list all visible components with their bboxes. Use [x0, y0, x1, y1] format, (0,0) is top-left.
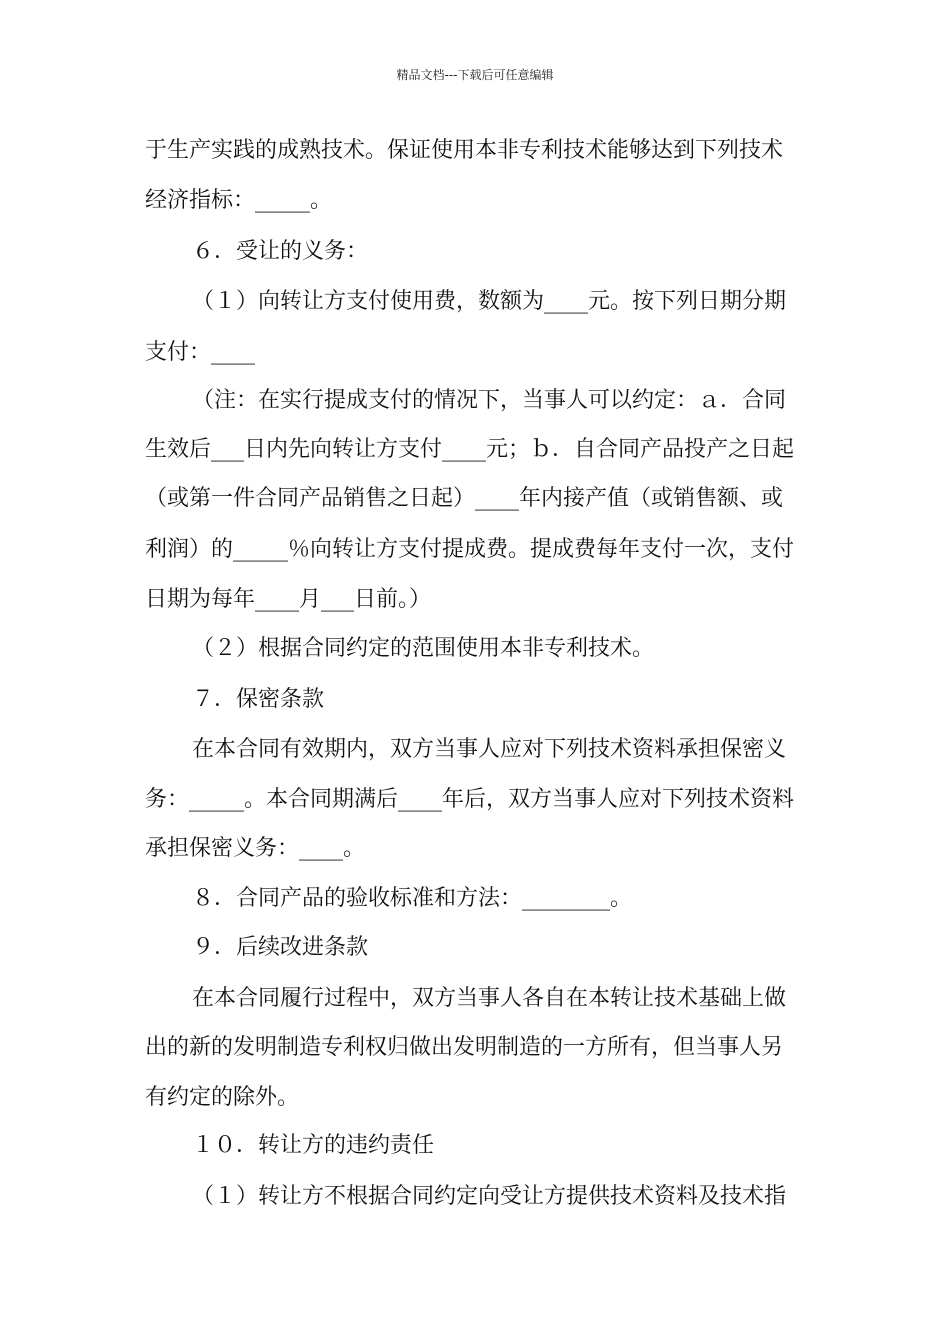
text-line: （或第一件合同产品销售之日起）____年内接产值（或销售额、或 [145, 486, 784, 511]
section-heading: １０．转让方的违约责任 [192, 1133, 435, 1158]
text-line: 生效后___日内先向转让方支付____元；ｂ．自合同产品投产之日起 [145, 437, 795, 462]
text-line: 在本合同履行过程中，双方当事人各自在本转让技术基础上做 [192, 986, 787, 1011]
text-line: 出的新的发明制造专利权归做出发明制造的一方所有，但当事人另 [145, 1035, 784, 1060]
text-line: （注：在实行提成支付的情况下，当事人可以约定：ａ．合同 [192, 388, 787, 413]
text-line: 于生产实践的成熟技术。保证使用本非专利技术能够达到下列技术 [145, 138, 784, 163]
text-line: 日期为每年____月___日前。） [145, 587, 432, 612]
section-heading: ９．后续改进条款 [192, 935, 369, 960]
text-line: 经济指标：_____。 [145, 188, 333, 213]
text-line: （２）根据合同约定的范围使用本非专利技术。 [192, 636, 655, 661]
text-line: 在本合同有效期内，双方当事人应对下列技术资料承担保密义 [192, 737, 787, 762]
text-line: 利润）的_____％向转让方支付提成费。提成费每年支付一次，支付 [145, 537, 795, 562]
text-line: 务：_____。本合同期满后____年后，双方当事人应对下列技术资料 [145, 787, 795, 812]
text-line: （１）转让方不根据合同约定向受让方提供技术资料及技术指 [192, 1184, 787, 1209]
text-line: ６．受让的义务： [192, 239, 369, 264]
section-heading: ８．合同产品的验收标准和方法：________。 [192, 886, 633, 911]
section-heading: ７．保密条款 [192, 687, 325, 712]
text-line: （１）向转让方支付使用费，数额为____元。按下列日期分期 [192, 289, 787, 314]
text-line: 承担保密义务：____。 [145, 836, 366, 861]
text-line: 支付：____ [145, 340, 256, 365]
text-line: 有约定的除外。 [145, 1085, 300, 1110]
page-header: 精品文档---下载后可任意编辑 [396, 68, 554, 82]
